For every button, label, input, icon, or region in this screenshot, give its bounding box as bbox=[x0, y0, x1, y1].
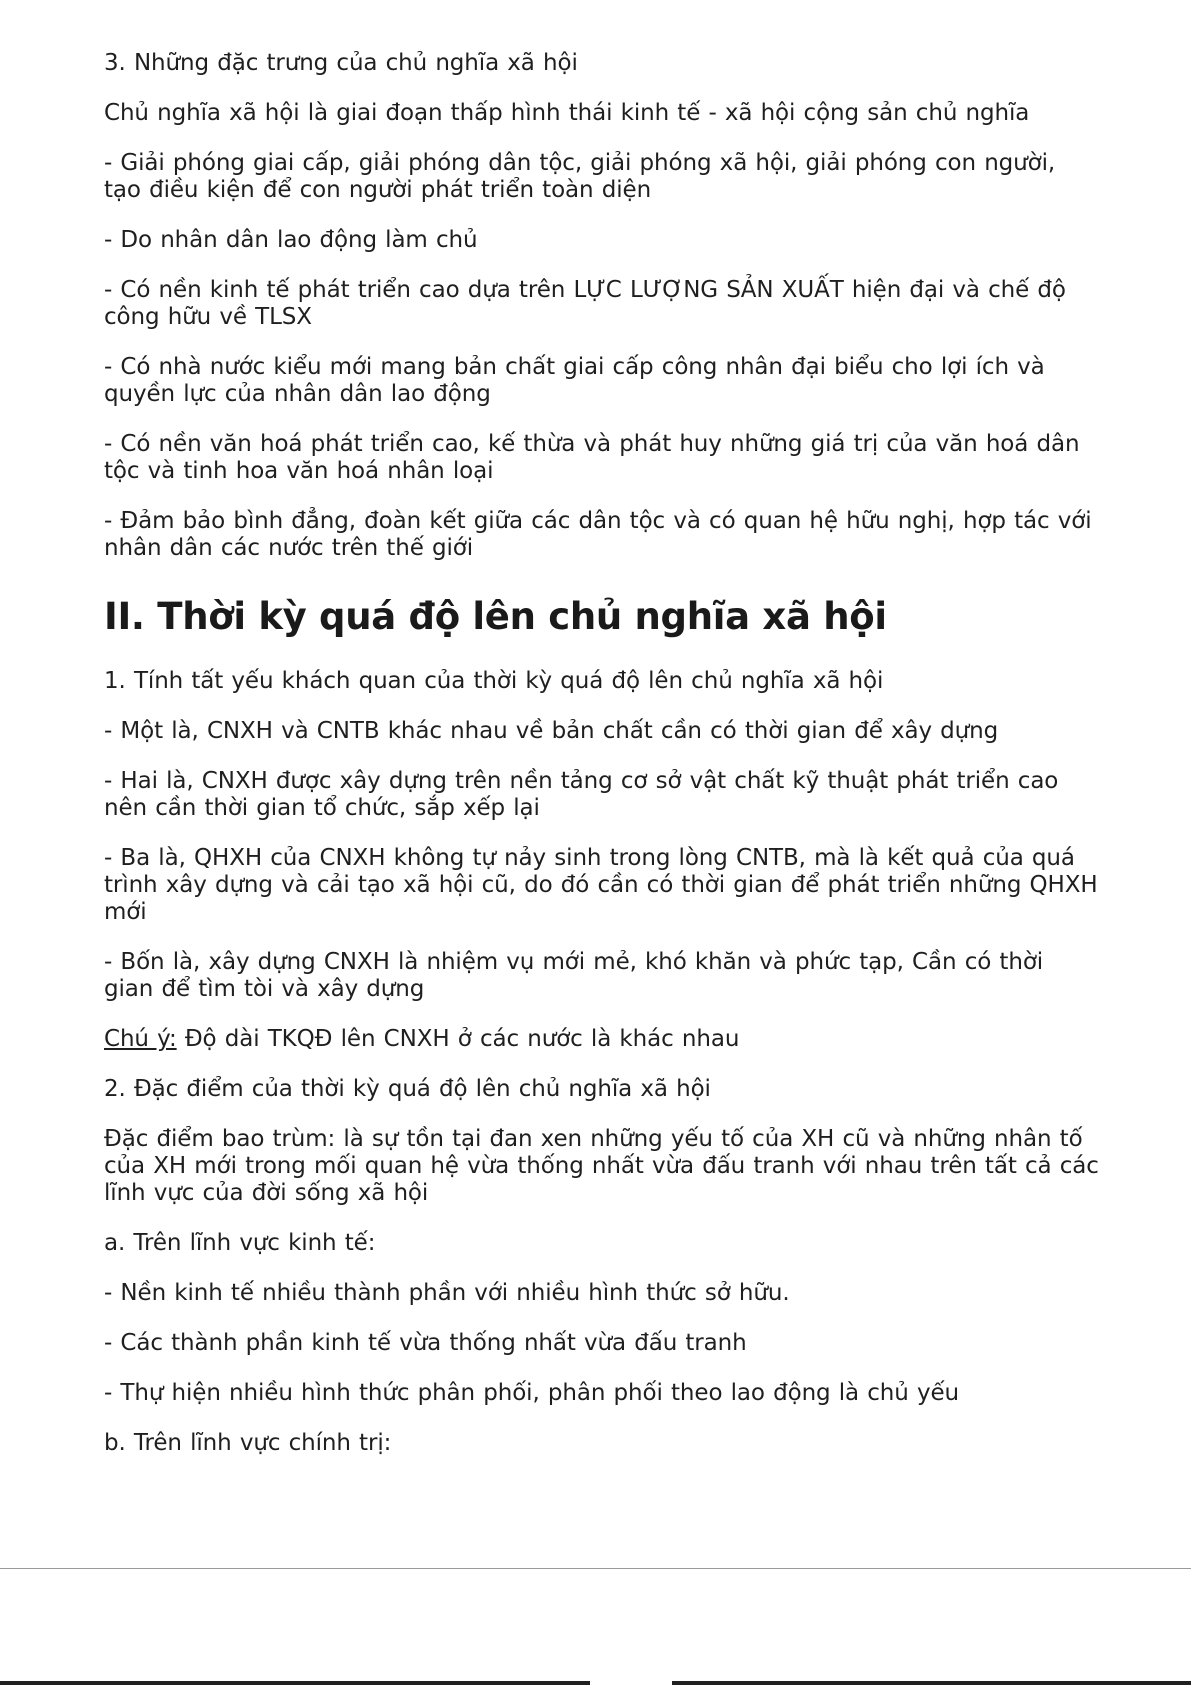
list-item: - Có nền kinh tế phát triển cao dựa trên LỰC LƯỢNG SẢN XUẤT hiện đại và chế độ công hữu về TLSX bbox=[104, 277, 1066, 330]
note-text: Độ dài TKQĐ lên CNXH ở các nước là khác nhau bbox=[176, 1026, 740, 1052]
subsection-political: b. Trên lĩnh vực chính trị: bbox=[104, 1430, 392, 1456]
list-item: - Hai là, CNXH được xây dựng trên nền tảng cơ sở vật chất kỹ thuật phát triển cao nên cần thời gian tổ chức, sắp xếp lại bbox=[104, 768, 1059, 821]
next-page-edge-gap bbox=[590, 1679, 672, 1685]
list-item: - Thự hiện nhiều hình thức phân phối, phân phối theo lao động là chủ yếu bbox=[104, 1380, 960, 1406]
subsection-title-features: 2. Đặc điểm của thời kỳ quá độ lên chủ nghĩa xã hội bbox=[104, 1076, 711, 1102]
page-footer-area bbox=[0, 1569, 1191, 1685]
list-item: - Một là, CNXH và CNTB khác nhau về bản chất cần có thời gian để xây dựng bbox=[104, 718, 999, 744]
list-item: - Có nhà nước kiểu mới mang bản chất giai cấp công nhân đại biểu cho lợi ích và quyền lực của nhân dân lao động bbox=[104, 354, 1045, 407]
list-item: - Do nhân dân lao động làm chủ bbox=[104, 227, 478, 253]
subsection-title-necessity: 1. Tính tất yếu khách quan của thời kỳ quá độ lên chủ nghĩa xã hội bbox=[104, 668, 884, 694]
list-item: - Đảm bảo bình đẳng, đoàn kết giữa các dân tộc và có quan hệ hữu nghị, hợp tác với nhân dân các nước trên thế giới bbox=[104, 508, 1092, 561]
list-item: - Nền kinh tế nhiều thành phần với nhiều hình thức sở hữu. bbox=[104, 1280, 790, 1306]
subsection-economic: a. Trên lĩnh vực kinh tế: bbox=[104, 1230, 376, 1256]
section-heading-transition-period: II. Thời kỳ quá độ lên chủ nghĩa xã hội bbox=[104, 595, 887, 638]
document-content bbox=[104, 50, 1099, 1480]
note-paragraph bbox=[104, 1026, 1099, 1053]
list-item: - Ba là, QHXH của CNXH không tự nảy sinh trong lòng CNTB, mà là kết quả của quá trình xây dựng và cải tạo xã hội cũ, do đó cần có thời gian để phát triển những QHXH mới bbox=[104, 845, 1098, 925]
note-label: Chú ý: bbox=[104, 1026, 177, 1052]
list-item: - Các thành phần kinh tế vừa thống nhất vừa đấu tranh bbox=[104, 1330, 747, 1356]
list-item: - Giải phóng giai cấp, giải phóng dân tộc, giải phóng xã hội, giải phóng con người, tạo điều kiện để con người phát triển toàn diện bbox=[104, 150, 1056, 203]
list-item: - Bốn là, xây dựng CNXH là nhiệm vụ mới mẻ, khó khăn và phức tạp, Cần có thời gian để tìm tòi và xây dựng bbox=[104, 949, 1044, 1002]
paragraph-overall-feature: Đặc điểm bao trùm: là sự tồn tại đan xen những yếu tố của XH cũ và những nhân tố của XH mới trong mối quan hệ vừa thống nhất vừa đấu tranh với nhau trên tất cả các lĩnh vực của đời sống xã hội bbox=[104, 1126, 1099, 1206]
subsection-title-characteristics: 3. Những đặc trưng của chủ nghĩa xã hội bbox=[104, 50, 578, 76]
list-item: - Có nền văn hoá phát triển cao, kế thừa và phát huy những giá trị của văn hoá dân tộc và tinh hoa văn hoá nhân loại bbox=[104, 431, 1080, 484]
paragraph-definition: Chủ nghĩa xã hội là giai đoạn thấp hình thái kinh tế - xã hội cộng sản chủ nghĩa bbox=[104, 100, 1030, 126]
